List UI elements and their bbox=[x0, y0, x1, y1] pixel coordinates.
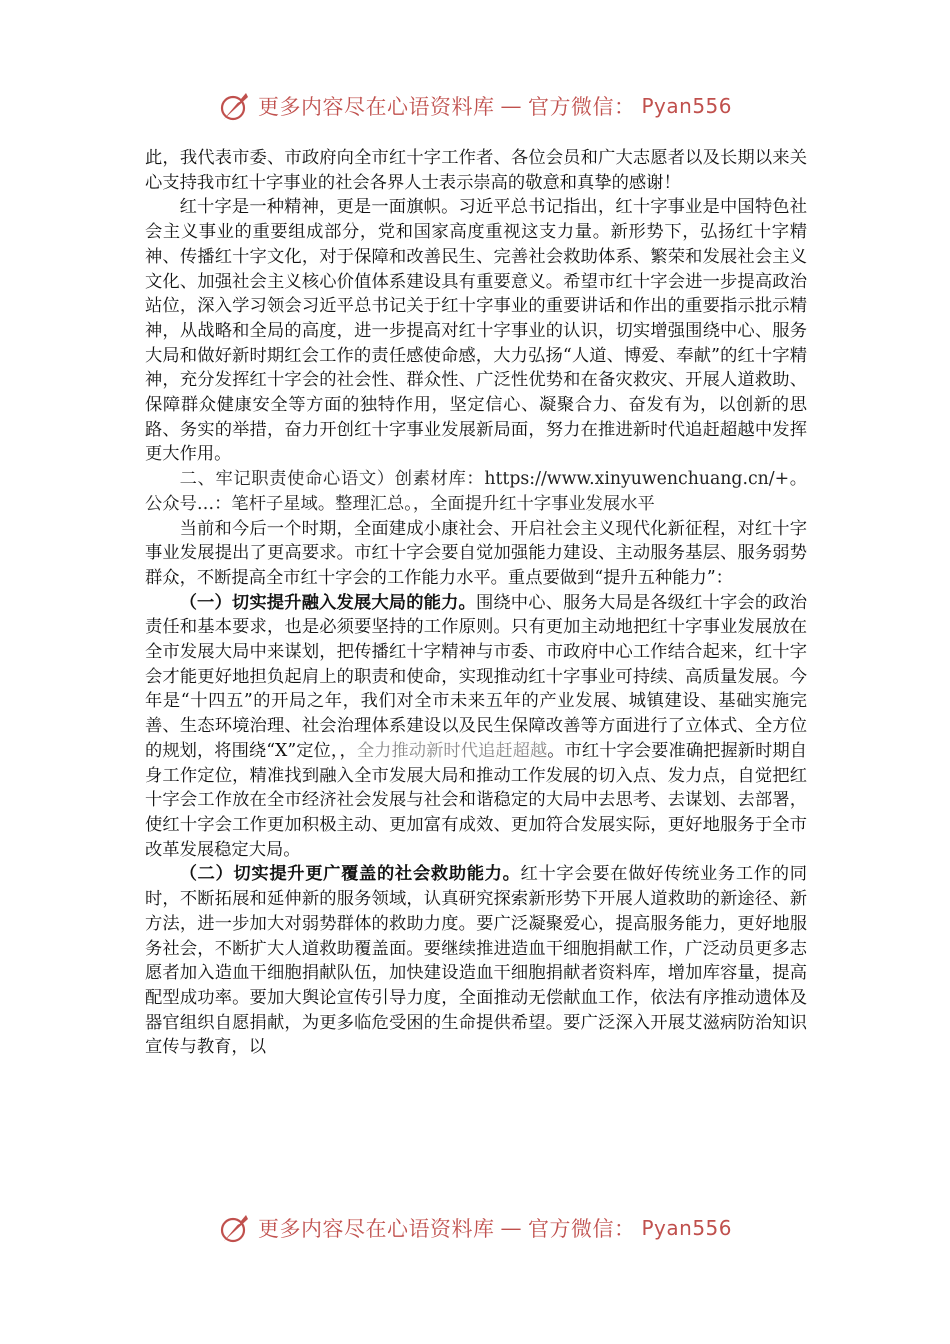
ability-one-body-b: 。市红十字会要准确把握新时期自身工作定位，精准找到融入全市发展大局和推动工作发展的切入点、发力点，自觉把红十字会工作放在全市经济社会发展与社会和谐稳定的大局中去思考、去谋划、去部署，使红十字会工作更加积极主动、更加富有成效、更加符合发展实际，更好地服务于全市改革发展稳定大局。 bbox=[145, 740, 807, 860]
watermark-wechat-id: Pyan556 bbox=[641, 1216, 732, 1240]
section-heading-two: 二、牢记职责使命心语文）创素材库：https://www.xinyuwenchuang.cn/+。公众号…：笔杆子星域。整理汇总。，全面提升红十字事业发展水平 bbox=[145, 469, 807, 514]
quill-logo-icon bbox=[218, 1211, 252, 1245]
watermark-brand-footer bbox=[218, 1211, 732, 1245]
watermark-site: 更多内容尽在心语资料库 bbox=[257, 1217, 495, 1241]
paragraph-thanks: 此，我代表市委、市政府向全市红十字工作者、各位会员和广大志愿者以及长期以来关心支持我市红十字事业的社会各界人士表示崇高的敬意和真挚的感谢！ bbox=[145, 148, 807, 193]
ability-two-body: 红十字会要在做好传统业务工作的同时，不断拓展和延伸新的服务领域，认真研究探索新形势下开展人道救助的新途径、新方法，进一步加大对弱势群体的救助力度。要广泛凝聚爱心，提高服务能力，更好地服务社会，不断扩大人道救助覆盖面。要继续推进造血干细胞捐献工作，广泛动员更多志愿者加入造血干细胞捐献队伍，加快建设造血干细胞捐献者资料库，增加库容量，提高配型成功率。要加大舆论宣传引导力度，全面推动无偿献血工作，依法有序推动遗体及器官组织自愿捐献，为更多临危受困的生命提供希望。要广泛深入开展艾滋病防治知识宣传与教育，以 bbox=[145, 864, 807, 1058]
watermark-wechat-id: Pyan556 bbox=[641, 94, 732, 118]
watermark-official: 官方微信： bbox=[527, 1217, 636, 1241]
watermark-site: 更多内容尽在心语资料库 bbox=[257, 95, 495, 119]
paragraph-ability-one bbox=[145, 591, 807, 863]
ability-one-body-a: 围绕中心、服务大局是各级红十字会的政治责任和基本要求，也是必须要坚持的工作原则。只有更加主动地把红十字事业发展放在全市发展大局中来谋划，把传播红十字精神与市委、市政府中心工作结合起来，红十字会才能更好地担负起肩上的职责和使命，实现推动红十字事业可持续、高质量发展。今年是“十四五”的开局之年，我们对全市未来五年的产业发展、城镇建设、基础实施完善、生态环境治理、社会治理体系建设以及民生保障改善等方面进行了立体式、全方位的规划，将围绕“X”定位，， bbox=[145, 592, 807, 761]
watermark-official: 官方微信： bbox=[527, 95, 636, 119]
ability-one-faded: 全力推动新时代追赶超越 bbox=[356, 740, 548, 761]
ability-two-heading: （二）切实提升更广覆盖的社会救助能力。 bbox=[179, 864, 521, 885]
watermark-dash: — bbox=[500, 1216, 522, 1240]
footer-watermark bbox=[0, 1208, 950, 1248]
header-watermark bbox=[0, 86, 950, 126]
watermark-brand bbox=[218, 89, 732, 123]
watermark-dash: — bbox=[500, 94, 522, 118]
ability-one-heading: （一）切实提升融入发展大局的能力。 bbox=[179, 592, 476, 613]
quill-logo-icon bbox=[218, 89, 252, 123]
paragraph-ability-two bbox=[145, 862, 807, 1060]
paragraph-requirements: 当前和今后一个时期，全面建成小康社会、开启社会主义现代化新征程，对红十字事业发展提出了更高要求。市红十字会要自觉加强能力建设、主动服务基层、服务弱势群众，不断提高全市红十字会的工作能力水平。重点要做到“提升五种能力”： bbox=[145, 518, 807, 588]
document-body bbox=[145, 146, 807, 1060]
paragraph-spirit: 红十字是一种精神，更是一面旗帜。习近平总书记指出，红十字事业是中国特色社会主义事业的重要组成部分，党和国家高度重视这支力量。新形势下，弘扬红十字精神、传播红十字文化，对于保障和改善民生、完善社会救助体系、繁荣和发展社会主义文化、加强社会主义核心价值体系建设具有重要意义。希望市红十字会进一步提高政治站位，深入学习领会习近平总书记关于红十字事业的重要讲话和作出的重要指示批示精神，从战略和全局的高度，进一步提高对红十字事业的认识，切实增强围绕中心、服务大局和做好新时期红会工作的责任感使命感，大力弘扬“人道、博爱、奉献”的红十字精神，充分发挥红十字会的社会性、群众性、广泛性优势和在备灾救灾、开展人道救助、保障群众健康安全等方面的独特作用，坚定信心、凝聚合力、奋发有为，以创新的思路、务实的举措，奋力开创红十字事业发展新局面，努力在推进新时代追赶超越中发挥更大作用。 bbox=[145, 197, 807, 465]
